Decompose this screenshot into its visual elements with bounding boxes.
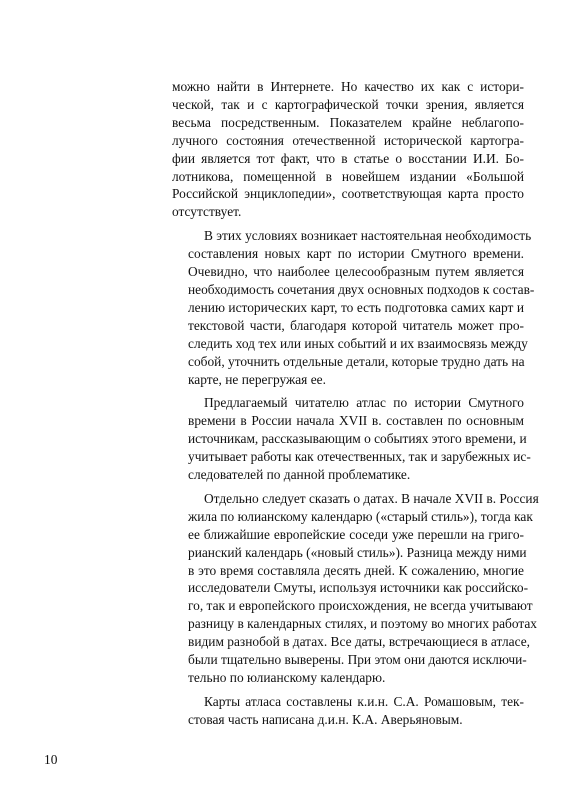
text-line: ее ближайшие европейские соседи уже перешли на григо-: [188, 526, 524, 542]
text-line: Отдельно следует сказать о датах. В начале XVII в. Россия: [204, 490, 539, 506]
text-line: видим разнобой в датах. Все даты, встречающиеся в атласе,: [188, 634, 531, 650]
text-line: учитывает работы как отечественных, так и зарубежных ис-: [188, 449, 531, 465]
text-line: исследователи Смуты, используя источники как российско-: [188, 580, 529, 596]
text-line: лучного состояния отечественной исторической картогра-: [172, 132, 524, 148]
text-line: времени в России начала XVII в. составлен по основным: [188, 413, 524, 429]
text-line: лотникова, помещенной в новейшем издании «Большой: [172, 168, 524, 184]
text-line: карте, не перегружая ее.: [188, 371, 326, 387]
text-line: рианский календарь («новый стиль»). Разница между ними: [188, 544, 527, 560]
text-line: весьма посредственным. Показателем крайне неблагопо-: [172, 114, 524, 130]
text-line: были тщательно выверены. При этом они даются исключи-: [188, 652, 527, 668]
text-line: следователей по данной проблематике.: [188, 467, 411, 483]
paragraph: [172, 227, 535, 388]
text-line: лению исторических карт, то есть подготовка самих карт и: [188, 299, 524, 315]
text-line: Карты атласа составлены к.и.н. С.А. Ромашовым, тек-: [204, 693, 524, 709]
text-line: текстовой части, благодаря которой читатель может про-: [188, 317, 524, 333]
text-line: Российской энциклопедии», соответствующая карта просто: [172, 186, 524, 202]
text-line: следить ход тех или иных событий и их взаимосвязь между: [188, 335, 528, 351]
text-line: Предлагаемый читателю атлас по истории Смутного: [204, 395, 524, 411]
paragraph: [172, 78, 524, 221]
text-line: отсутствует.: [172, 204, 242, 220]
text-line: жила по юлианскому календарю («старый стиль»), тогда как: [188, 508, 533, 524]
text-line: разницу в календарных стилях, и поэтому во многих работах: [188, 616, 537, 632]
text-line: источникам, рассказывающим о событиях этого времени, и: [188, 431, 527, 447]
paragraph: [172, 693, 524, 729]
text-line: необходимость сочетания двух основных подходов к состав-: [188, 281, 535, 297]
paragraph: [172, 394, 531, 484]
text-line: собой, уточнить отдельные детали, которые трудно дать на: [188, 353, 525, 369]
text-line: В этих условиях возникает настоятельная необходимость: [204, 228, 532, 244]
text-line: ческой, так и с картографической точки зрения, является: [172, 96, 524, 112]
text-line: составления новых карт по истории Смутного времени.: [188, 246, 524, 262]
body-text: [172, 78, 539, 735]
text-line: го, так и европейского происхождения, не всегда учитывают: [188, 598, 533, 614]
text-line: стовая часть написана д.и.н. К.А. Аверьяновым.: [188, 711, 463, 727]
text-line: в это время составляла десять дней. К сожалению, многие: [188, 562, 524, 578]
text-line: фии является тот факт, что в статье о восстании И.И. Бо-: [172, 150, 524, 166]
text-line: можно найти в Интернете. Но качество их как с истори-: [172, 79, 524, 94]
text-line: тельно по юлианскому календарю.: [188, 670, 386, 685]
paragraph: [172, 490, 539, 687]
page-number: 10: [44, 752, 58, 767]
text-line: Очевидно, что наиболее целесообразным путем является: [188, 264, 524, 280]
